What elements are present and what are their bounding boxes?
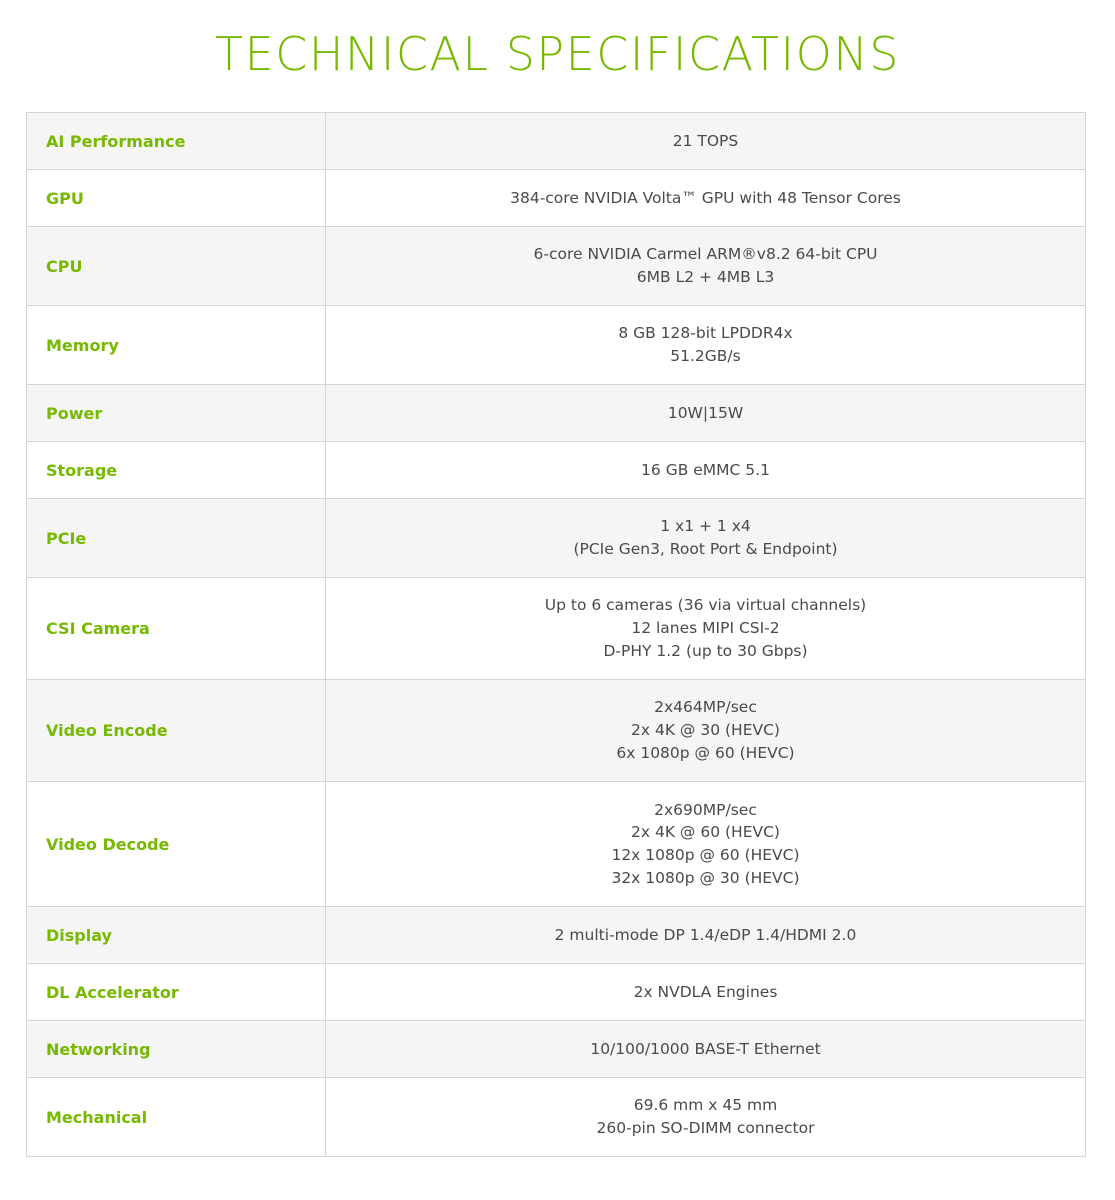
spec-row-ai-performance — [27, 113, 1086, 170]
spec-label: Mechanical — [27, 1078, 326, 1157]
spec-row-memory — [27, 306, 1086, 385]
spec-value — [326, 1078, 1086, 1157]
spec-row-display — [27, 907, 1086, 964]
spec-value-line: 2x690MP/sec — [654, 800, 757, 819]
spec-value-line: 6x 1080p @ 60 (HEVC) — [616, 743, 795, 762]
spec-label: GPU — [27, 170, 326, 227]
spec-value-line: 260-pin SO-DIMM connector — [596, 1119, 815, 1137]
spec-value-line: 6-core NVIDIA Carmel ARM®v8.2 64-bit CPU — [533, 245, 878, 264]
spec-value — [326, 385, 1086, 442]
spec-value-line: 10W|15W — [667, 403, 744, 422]
spec-row-cpu — [27, 227, 1086, 306]
spec-value-line: 51.2GB/s — [670, 347, 741, 365]
spec-value-line: 2x 4K @ 30 (HEVC) — [631, 721, 780, 740]
spec-value-line: (PCIe Gen3, Root Port & Endpoint) — [573, 540, 838, 558]
spec-label: Display — [27, 907, 326, 964]
spec-row-pcie — [27, 499, 1086, 578]
spec-value — [326, 907, 1086, 964]
spec-value-line: 32x 1080p @ 30 (HEVC) — [611, 868, 800, 887]
spec-value-line: D-PHY 1.2 (up to 30 Gbps) — [603, 641, 808, 660]
spec-label: Video Decode — [27, 782, 326, 907]
page-title: TECHNICAL SPECIFICATIONS — [215, 27, 900, 81]
spec-label: Video Encode — [27, 680, 326, 782]
spec-value — [326, 306, 1086, 385]
spec-value — [326, 499, 1086, 578]
spec-value — [326, 442, 1086, 499]
spec-value-line: 2x 4K @ 60 (HEVC) — [631, 823, 780, 842]
spec-label: Power — [27, 385, 326, 442]
spec-value — [326, 578, 1086, 680]
spec-value — [326, 113, 1086, 170]
spec-value-line: 21 TOPS — [672, 131, 739, 150]
spec-row-storage — [27, 442, 1086, 499]
spec-label: AI Performance — [27, 113, 326, 170]
spec-label: CSI Camera — [27, 578, 326, 680]
spec-value — [326, 782, 1086, 907]
spec-label: Storage — [27, 442, 326, 499]
spec-value — [326, 680, 1086, 782]
spec-row-video-encode — [27, 680, 1086, 782]
spec-row-video-decode — [27, 782, 1086, 907]
spec-value — [326, 964, 1086, 1021]
spec-value-line: 12 lanes MIPI CSI-2 — [631, 619, 780, 638]
spec-value-line: 10/100/1000 BASE-T Ethernet — [590, 1039, 821, 1058]
spec-value-line: 2x NVDLA Engines — [633, 982, 778, 1001]
spec-label: Networking — [27, 1021, 326, 1078]
spec-row-networking — [27, 1021, 1086, 1078]
spec-table — [26, 112, 1086, 1157]
spec-value-line: 2 multi-mode DP 1.4/eDP 1.4/HDMI 2.0 — [554, 925, 857, 944]
spec-label: PCIe — [27, 499, 326, 578]
spec-row-gpu — [27, 170, 1086, 227]
spec-value — [326, 227, 1086, 306]
spec-row-dl-accelerator — [27, 964, 1086, 1021]
spec-value-line: 69.6 mm x 45 mm — [633, 1096, 778, 1115]
spec-row-mechanical — [27, 1078, 1086, 1157]
spec-value-line: 2x464MP/sec — [654, 698, 757, 717]
spec-value — [326, 1021, 1086, 1078]
spec-value-line: Up to 6 cameras (36 via virtual channels) — [544, 596, 867, 615]
spec-row-power — [27, 385, 1086, 442]
spec-value-line: 16 GB eMMC 5.1 — [641, 460, 770, 479]
spec-table-body — [27, 113, 1086, 1157]
spec-value-line: 8 GB 128-bit LPDDR4x — [618, 324, 793, 343]
spec-label: DL Accelerator — [27, 964, 326, 1021]
spec-label: CPU — [27, 227, 326, 306]
spec-row-csi-camera — [27, 578, 1086, 680]
spec-value-line: 384-core NVIDIA Volta™ GPU with 48 Tensor Cores — [510, 188, 901, 207]
spec-value-line: 1 x1 + 1 x4 — [660, 517, 751, 536]
spec-value — [326, 170, 1086, 227]
spec-label: Memory — [27, 306, 326, 385]
spec-value-line: 6MB L2 + 4MB L3 — [636, 268, 775, 286]
spec-value-line: 12x 1080p @ 60 (HEVC) — [611, 846, 800, 864]
